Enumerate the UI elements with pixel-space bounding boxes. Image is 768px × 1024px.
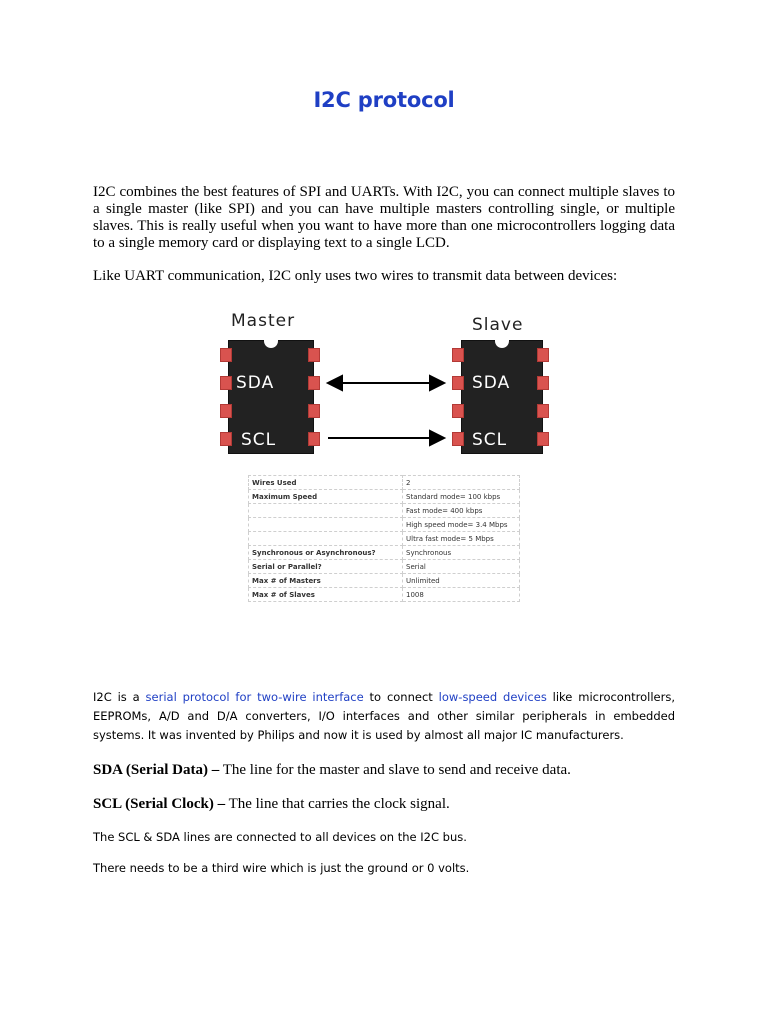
intro-paragraph: I2C combines the best features of SPI and UARTs. With I2C, you can connect multiple slaves to a single master (like SPI) and you can have multiple masters controlling single, or multiple slaves. This is really useful when you want to have more than one microcontrollers logging data to a single memory card or displaying text to a single LCD.: [93, 184, 675, 251]
spec-value: Fast mode= 400 kbps: [403, 504, 520, 518]
master-sda-label: SDA: [236, 373, 275, 393]
sda-arrow: [328, 376, 444, 390]
sda-term: SDA (Serial Data) –: [93, 762, 220, 778]
ground-note: [93, 861, 469, 875]
table-row: [249, 574, 520, 588]
definition-text: like microcontrollers, EEPROMs, A/D and D/A converters, I/O interfaces and other similar peripherals in embedded systems. It was invented by Philips and now it is used by almost all major IC manufacturers.: [93, 690, 675, 742]
table-row: [249, 476, 520, 490]
spec-key: [249, 532, 403, 546]
spec-value: 1008: [403, 588, 520, 602]
spec-key: Synchronous or Asynchronous?: [249, 546, 403, 560]
spec-key: [249, 518, 403, 532]
slave-label: Slave: [472, 315, 524, 335]
bus-note: The SCL & SDA lines are connected to all devices on the I2C bus.: [93, 830, 467, 844]
spec-table: [248, 475, 520, 602]
spec-key: Maximum Speed: [249, 490, 403, 504]
scl-definition: [93, 796, 450, 813]
scl-term: SCL (Serial Clock) –: [93, 796, 226, 812]
spec-value: High speed mode= 3.4 Mbps: [403, 518, 520, 532]
spec-value: Serial: [403, 560, 520, 574]
table-row: [249, 588, 520, 602]
definition-text: I2C is a: [93, 690, 146, 704]
spec-key: Serial or Parallel?: [249, 560, 403, 574]
definition-paragraph: [93, 688, 675, 745]
table-row: [249, 518, 520, 532]
serial-protocol-link[interactable]: serial protocol for two-wire interface: [145, 690, 364, 704]
master-label: Master: [231, 311, 296, 331]
ground-note-text: which is just the ground or 0 volts.: [266, 861, 470, 875]
spec-value: Ultra fast mode= 5 Mbps: [403, 532, 520, 546]
table-row: [249, 532, 520, 546]
spec-value: 2: [403, 476, 520, 490]
spec-key: Wires Used: [249, 476, 403, 490]
spec-value: Synchronous: [403, 546, 520, 560]
scl-arrow: [328, 431, 444, 445]
spec-key: Max # of Slaves: [249, 588, 403, 602]
scl-text: The line that carries the clock signal.: [225, 796, 450, 812]
page-title: I2C protocol: [313, 88, 455, 112]
spec-value: Standard mode= 100 kbps: [403, 490, 520, 504]
slave-sda-label: SDA: [472, 373, 511, 393]
spec-value: Unlimited: [403, 574, 520, 588]
master-scl-label: SCL: [241, 430, 277, 450]
table-row: [249, 504, 520, 518]
sda-text: The line for the master and slave to send and receive data.: [219, 762, 571, 778]
spec-key: [249, 504, 403, 518]
slave-scl-label: SCL: [472, 430, 508, 450]
i2c-diagram: [216, 308, 556, 468]
table-row: [249, 546, 520, 560]
sda-definition: [93, 762, 571, 779]
wires-paragraph: Like UART communication, I2C only uses two wires to transmit data between devices:: [93, 268, 618, 284]
connection-arrows: [216, 308, 556, 468]
definition-text: to connect: [363, 690, 439, 704]
table-row: [249, 560, 520, 574]
ground-note-bold: There needs to be a third wire: [93, 861, 267, 875]
low-speed-devices-link[interactable]: low-speed devices: [438, 690, 547, 704]
table-row: [249, 490, 520, 504]
spec-key: Max # of Masters: [249, 574, 403, 588]
